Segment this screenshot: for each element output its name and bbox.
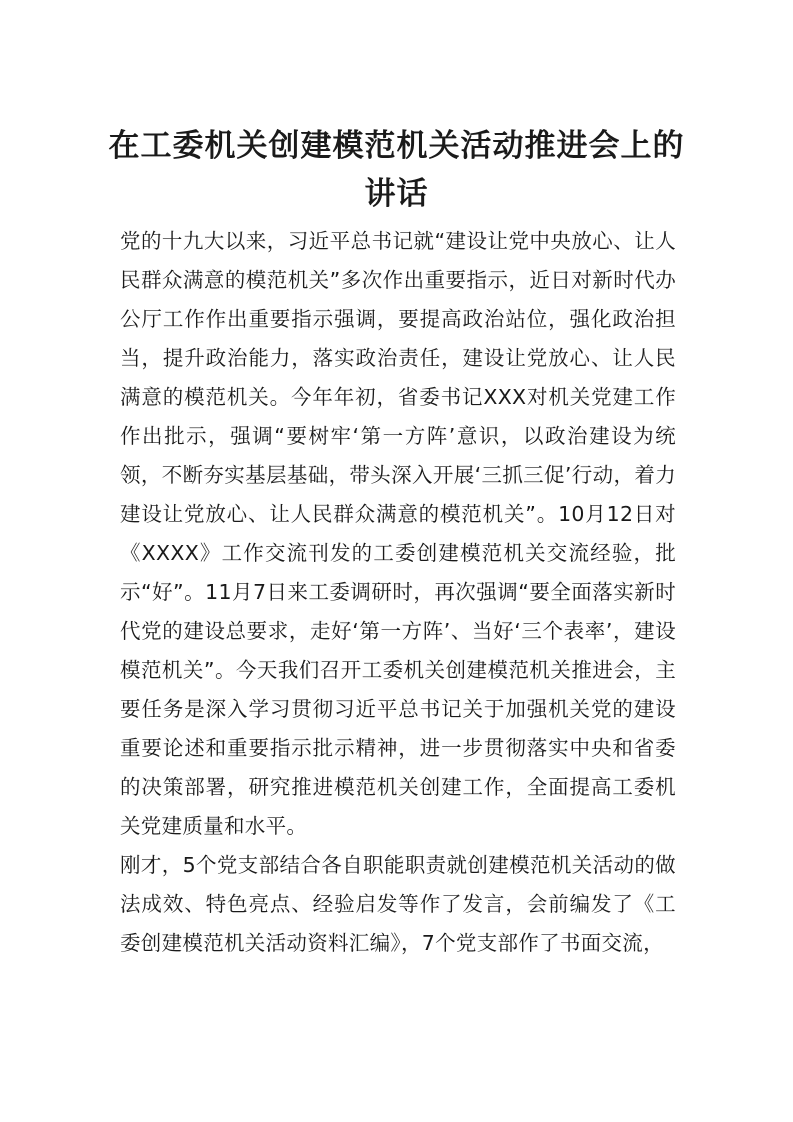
body-paragraph-1: 党的十九大以来，习近平总书记就“建设让党中央放心、让人民群众满意的模范机关”多次作出重要指示，近日对新时代办公厅工作作出重要指示强调，要提高政治站位，强化政治担当，提升政治能力，落实政治责任，建设让党放心、让人民满意的模范机关。今年年初，省委书记XXX对机关党建工作作出批示，强调“要树牢‘第一方阵’意识，以政治建设为统领，不断夯实基层基础，带头深入开展‘三抓三促’行动，着力建设让党放心、让人民群众满意的模范机关”。10月12日对《XXXX》工作交流刊发的工委创建模范机关交流经验，批示“好”。11月7日来工委调研时，再次强调“要全面落实新时代党的建设总要求，走好‘第一方阵’、当好‘三个表率’，建设模范机关”。今天我们召开工委机关创建模范机关推进会，主要任务是深入学习贯彻习近平总书记关于加强机关党的建设重要论述和重要指示批示精神，进一步贯彻落实中央和省委的决策部署，研究推进模范机关创建工作，全面提高工委机关党建质量和水平。 [120,229,676,838]
title-line-2: 讲话 [364,176,429,212]
document-title [100,122,693,218]
body-paragraph-2: 刚才，5个党支部结合各自职能职责就创建模范机关活动的做法成效、特色亮点、经验启发等作了发言，会前编发了《工委创建模范机关活动资料汇编》，7个党支部作了书面交流， [120,853,676,955]
title-line-1: 在工委机关创建模范机关活动推进会上的 [108,128,685,164]
document-body [120,222,676,963]
